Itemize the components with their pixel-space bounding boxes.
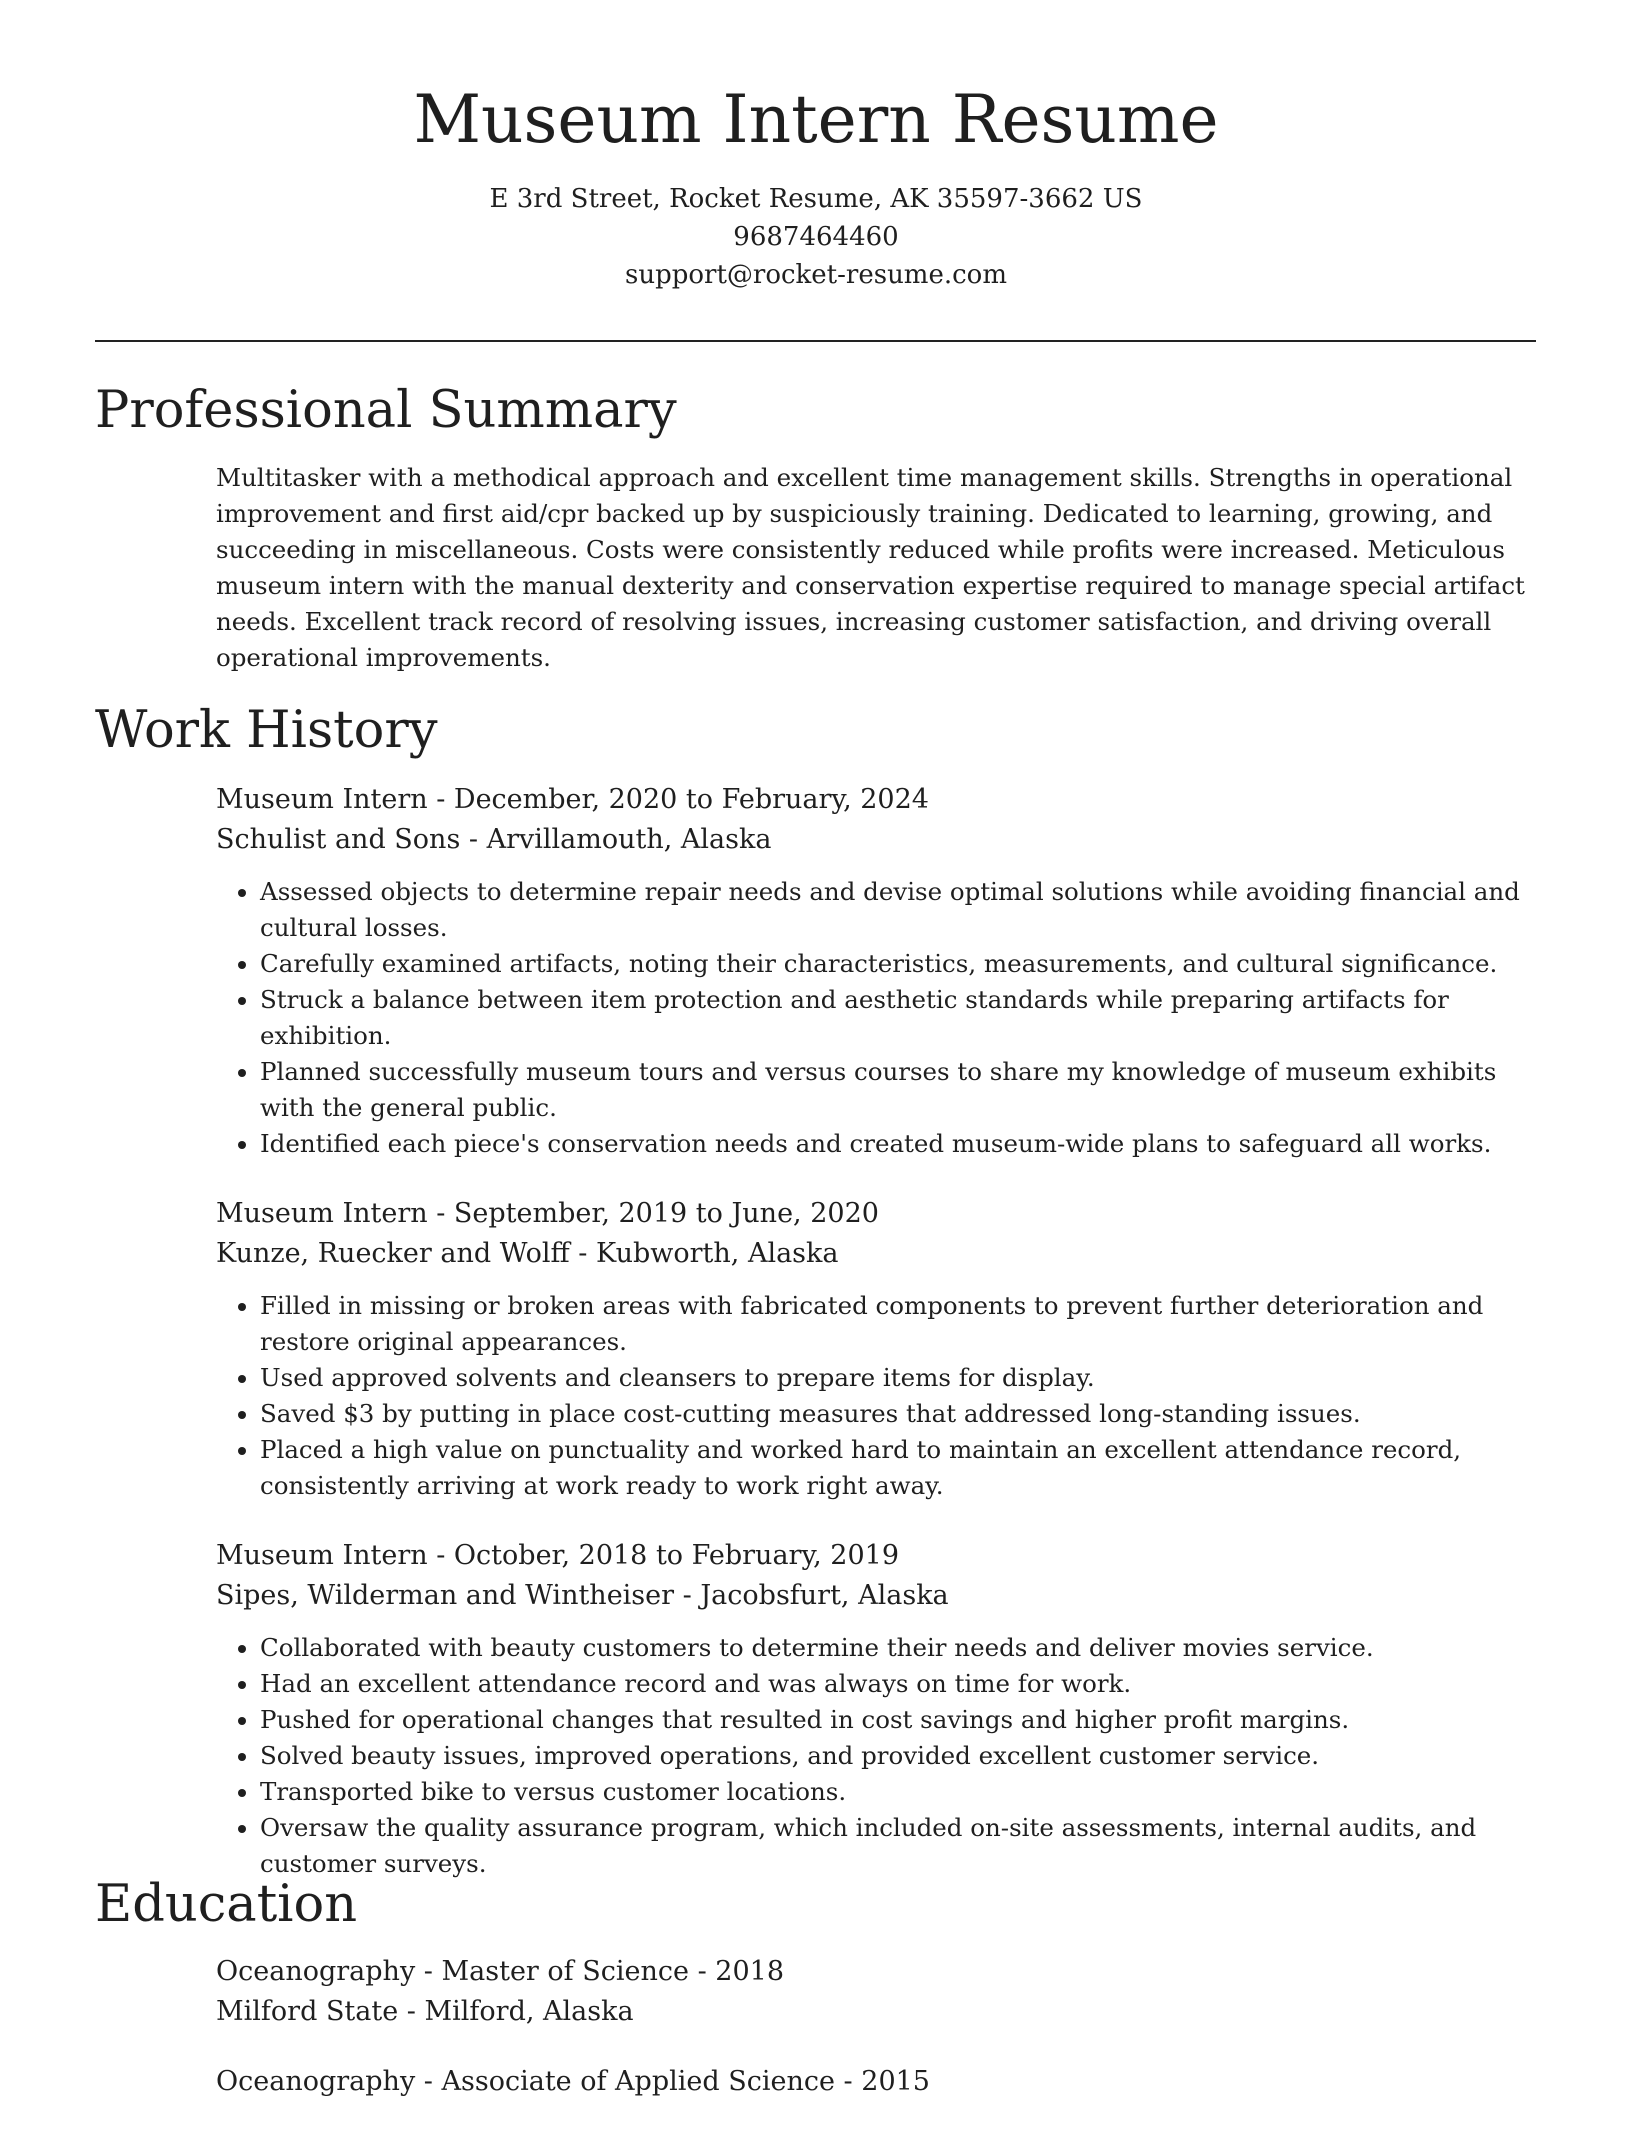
field-of-study: Oceanography — [216, 1956, 416, 1987]
job-company-line — [216, 820, 1541, 860]
job-bullet: • Filled in missing or broken areas with fabricated components to prevent further deterioration and restore original appearances. — [260, 1288, 1541, 1360]
address: E 3rd Street, Rocket Resume, AK 35597-3662 US — [489, 183, 1143, 214]
work-history-list — [216, 780, 1541, 1914]
job-bullet: • Planned successfully museum tours and versus courses to share my knowledge of museum exhibits with the general public. — [260, 1054, 1541, 1126]
company-location: Arvillamouth, Alaska — [486, 824, 772, 855]
resume-header — [0, 0, 1632, 294]
job-bullet: • Collaborated with beauty customers to determine their needs and deliver movies service. — [260, 1630, 1541, 1666]
job-title-line — [216, 780, 1541, 820]
phone: 9687464460 — [733, 221, 899, 252]
separator: - — [415, 1956, 442, 1987]
job-bullet: • Assessed objects to determine repair needs and devise optimal solutions while avoiding financial and cultural losses. — [260, 874, 1541, 946]
school-line — [216, 1992, 1541, 2032]
separator: - — [398, 1996, 425, 2027]
company-name: Kunze, Ruecker and Wolff — [216, 1238, 570, 1269]
separator: - — [427, 784, 454, 815]
job-bullet: • Saved $3 by putting in place cost-cutting measures that addressed long-standing issues. — [260, 1396, 1541, 1432]
job-title: Museum Intern — [216, 1540, 428, 1571]
degree-line — [216, 2062, 1541, 2102]
job-bullet: • Oversaw the quality assurance program, which included on-site assessments, internal audits, and customer surveys. — [260, 1810, 1541, 1882]
job-bullet: • Used approved solvents and cleansers to prepare items for display. — [260, 1360, 1541, 1396]
company-location: Kubworth, Alaska — [596, 1238, 839, 1269]
job-bullets — [216, 1288, 1541, 1504]
job-bullet: • Had an excellent attendance record and was always on time for work. — [260, 1666, 1541, 1702]
degree: Master of Science — [441, 1956, 689, 1987]
job-title: Museum Intern — [216, 784, 428, 815]
email: support@rocket-resume.com — [624, 259, 1007, 290]
section-title-education: Education — [95, 1875, 358, 1934]
school-name: Milford State — [216, 1996, 399, 2027]
separator: - — [427, 1540, 454, 1571]
separator: - — [688, 1956, 716, 1987]
job-company-line — [216, 1576, 1541, 1616]
job-bullet: • Pushed for operational changes that resulted in cost savings and higher profit margins. — [260, 1702, 1541, 1738]
summary-text: Multitasker with a methodical approach and excellent time management skills. Strengths in operational improvement and first aid/cpr backed up by suspiciously training. Dedicated to learning, growing, and succeeding in miscellaneous. Costs were consistently reduced while profits were increased. Meticulous museum intern with the manual dexterity and conservation expertise required to manage special artifact needs. Excellent track record of resolving issues, increasing customer satisfaction, and driving overall operational improvements. — [216, 463, 1525, 672]
section-title-summary: Professional Summary — [95, 381, 677, 440]
education-entry — [216, 1952, 1541, 2032]
field-of-study: Oceanography — [216, 2066, 416, 2097]
degree: Associate of Applied Science — [441, 2066, 835, 2097]
job-title-line — [216, 1536, 1541, 1576]
summary-block — [216, 460, 1541, 676]
resume-title: Museum Intern Resume — [413, 81, 1219, 158]
job-entry — [216, 1536, 1541, 1882]
company-name: Sipes, Wilderman and Wintheiser — [216, 1580, 675, 1611]
education-entry — [216, 2062, 1541, 2102]
job-title: Museum Intern — [216, 1198, 428, 1229]
job-title-line — [216, 1194, 1541, 1234]
section-title-work: Work History — [95, 701, 438, 760]
graduation-year: 2018 — [715, 1956, 784, 1987]
school-location: Milford, Alaska — [424, 1996, 634, 2027]
job-bullet: • Solved beauty issues, improved operations, and provided excellent customer service. — [260, 1738, 1541, 1774]
job-company-line — [216, 1234, 1541, 1274]
job-bullet: • Placed a high value on punctuality and worked hard to maintain an excellent attendance record, consistently arriving at work ready to work right away. — [260, 1432, 1541, 1504]
separator: - — [674, 1580, 701, 1611]
contact-info — [0, 180, 1632, 294]
header-divider — [95, 340, 1536, 342]
job-entry — [216, 1194, 1541, 1504]
education-list — [216, 1952, 1541, 2132]
job-dates: October, 2018 to February, 2019 — [453, 1540, 899, 1571]
separator: - — [569, 1238, 597, 1269]
job-bullet: • Transported bike to versus customer locations. — [260, 1774, 1541, 1810]
job-bullets — [216, 1630, 1541, 1882]
job-dates: September, 2019 to June, 2020 — [453, 1198, 879, 1229]
graduation-year: 2015 — [861, 2066, 930, 2097]
job-bullets — [216, 874, 1541, 1162]
job-entry — [216, 780, 1541, 1162]
job-dates: December, 2020 to February, 2024 — [453, 784, 929, 815]
job-bullet: • Carefully examined artifacts, noting their characteristics, measurements, and cultural significance. — [260, 946, 1541, 982]
job-bullet: • Identified each piece's conservation needs and created museum-wide plans to safeguard all works. — [260, 1126, 1541, 1162]
company-name: Schulist and Sons — [216, 824, 461, 855]
separator: - — [427, 1198, 454, 1229]
separator: - — [415, 2066, 442, 2097]
separator: - — [834, 2066, 862, 2097]
degree-line — [216, 1952, 1541, 1992]
job-bullet: • Struck a balance between item protection and aesthetic standards while preparing artifacts for exhibition. — [260, 982, 1541, 1054]
separator: - — [460, 824, 487, 855]
company-location: Jacobsfurt, Alaska — [700, 1580, 949, 1611]
